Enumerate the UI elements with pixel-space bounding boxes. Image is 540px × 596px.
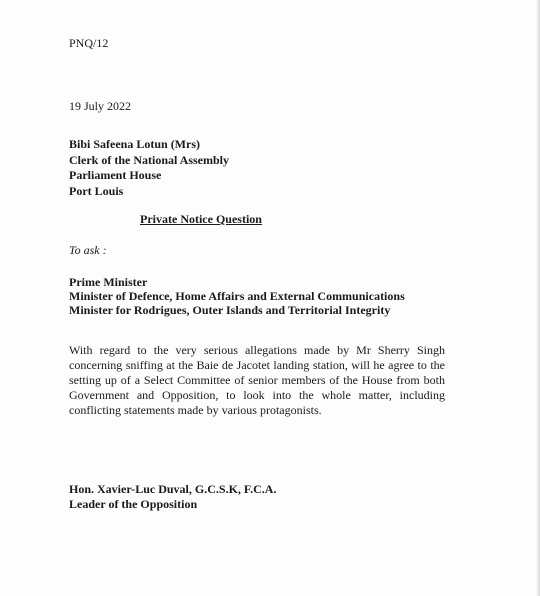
to-ask-label: To ask :	[69, 243, 107, 257]
minister-title-2: Minister of Defence, Home Affairs and External Communications	[69, 289, 405, 303]
addressee-building: Parliament House	[69, 168, 162, 182]
addressee-block	[69, 137, 229, 199]
reference-number: PNQ/12	[69, 36, 109, 50]
addressee-name: Bibi Safeena Lotun (Mrs)	[69, 137, 201, 151]
question-text: With regard to the very serious allegations made by Mr Sherry Singh concerning sniffing at the Baie de Jacotet landing station, will he agree to the setting up of a Select Committee of senior members of the House from both Government and Opposition, to look into the whole matter, including conflicting statements made by various protagonists.	[69, 343, 445, 417]
minister-block	[69, 275, 405, 317]
subject-heading: Private Notice Question	[140, 212, 262, 226]
addressee-city: Port Louis	[69, 183, 124, 198]
letter-date: 19 July 2022	[69, 99, 132, 113]
page-edge	[536, 0, 540, 596]
signature-block	[69, 482, 276, 512]
minister-title-1: Prime Minister	[69, 275, 148, 289]
signatory-title: Leader of the Opposition	[69, 497, 198, 511]
signatory-name: Hon. Xavier-Luc Duval, G.C.S.K, F.C.A.	[69, 482, 277, 496]
addressee-position: Clerk of the National Assembly	[69, 152, 229, 167]
minister-title-3: Minister for Rodrigues, Outer Islands and Territorial Integrity	[69, 303, 391, 317]
